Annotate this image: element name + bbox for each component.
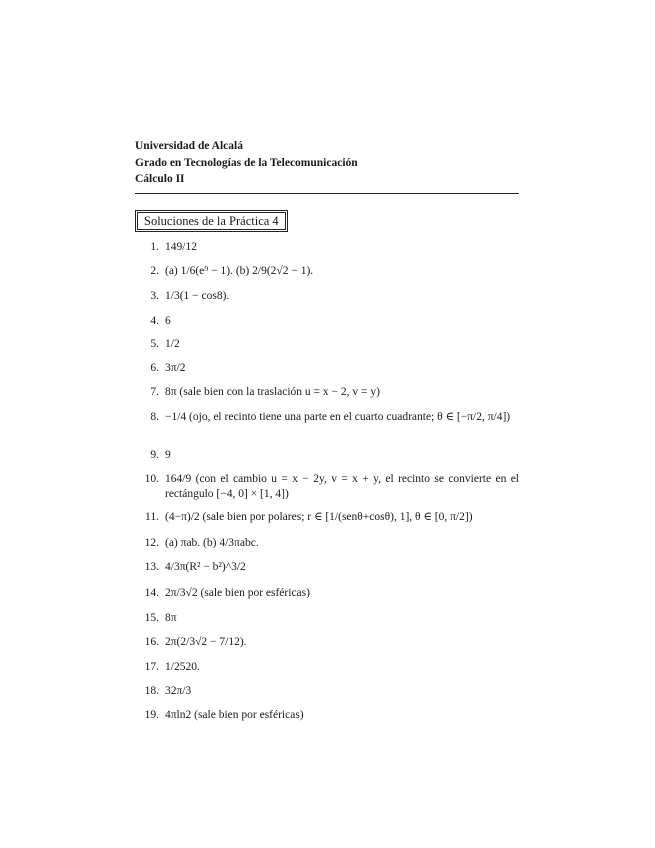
course-name: Cálculo II bbox=[135, 173, 185, 185]
solution-text: 1/2520. bbox=[165, 661, 200, 673]
solution-text: 4πln2 (sale bien por esféricas) bbox=[165, 709, 304, 721]
solution-number: 10. bbox=[144, 473, 159, 485]
solution-text: 3π/2 bbox=[165, 362, 186, 374]
solution-number: 17. bbox=[144, 661, 159, 673]
solution-number: 6. bbox=[150, 362, 159, 374]
university-name: Universidad de Alcalá bbox=[135, 140, 243, 152]
solution-number: 12. bbox=[144, 537, 159, 549]
solution-number: 7. bbox=[150, 386, 159, 398]
solution-number: 19. bbox=[144, 709, 159, 721]
solution-number: 5. bbox=[150, 338, 159, 350]
solution-text: (a) 1/6(e⁹ − 1). (b) 2/9(2√2 − 1). bbox=[165, 265, 314, 277]
solution-number: 14. bbox=[144, 587, 159, 599]
solution-text: 164/9 (con el cambio u = x − 2y, v = x + y, el recinto se convierte en el rectángulo [−4, 0] × [1, 4]) bbox=[165, 473, 519, 500]
degree-name: Grado en Tecnologías de la Telecomunicación bbox=[135, 156, 358, 169]
solution-text: 6 bbox=[165, 315, 171, 327]
solution-number: 13. bbox=[144, 561, 159, 573]
solution-text: 2π(2/3√2 − 7/12). bbox=[165, 636, 247, 648]
solution-number: 2. bbox=[150, 265, 159, 277]
solution-text: 8π (sale bien con la traslación u = x − 2, v = y) bbox=[165, 386, 380, 398]
page-title bbox=[135, 210, 288, 232]
solution-text: 1/3(1 − cos8). bbox=[165, 290, 230, 302]
solution-number: 16. bbox=[144, 636, 159, 648]
solution-text: 4/3π(R² − b²)^3/2 bbox=[165, 561, 246, 573]
page-title-text: Soluciones de la Práctica 4 bbox=[144, 213, 279, 228]
solution-text: 9 bbox=[165, 449, 171, 461]
solution-text: 8π bbox=[165, 612, 177, 624]
solution-number: 9. bbox=[150, 449, 159, 461]
solution-number: 11. bbox=[145, 511, 159, 523]
solution-text: 2π/3√2 (sale bien por esféricas) bbox=[165, 587, 310, 599]
solution-text: −1/4 (ojo, el recinto tiene una parte en el cuarto cuadrante; θ ∈ [−π/2, π/4]) bbox=[165, 411, 511, 423]
solution-number: 3. bbox=[150, 290, 159, 302]
solution-number: 4. bbox=[150, 315, 159, 327]
solution-text: 32π/3 bbox=[165, 685, 192, 697]
solution-text: 1/2 bbox=[165, 338, 180, 350]
solution-text: 149/12 bbox=[165, 241, 197, 253]
solution-number: 1. bbox=[150, 241, 159, 253]
document-header bbox=[135, 138, 358, 188]
solution-number: 18. bbox=[144, 685, 159, 697]
solution-number: 15. bbox=[144, 612, 159, 624]
solution-text: (a) πab. (b) 4/3πabc. bbox=[165, 537, 259, 549]
solution-number: 8. bbox=[150, 411, 159, 423]
solution-text: (4−π)/2 (sale bien por polares; r ∈ [1/(senθ+cosθ), 1], θ ∈ [0, π/2]) bbox=[165, 511, 473, 523]
header-divider bbox=[135, 193, 519, 194]
